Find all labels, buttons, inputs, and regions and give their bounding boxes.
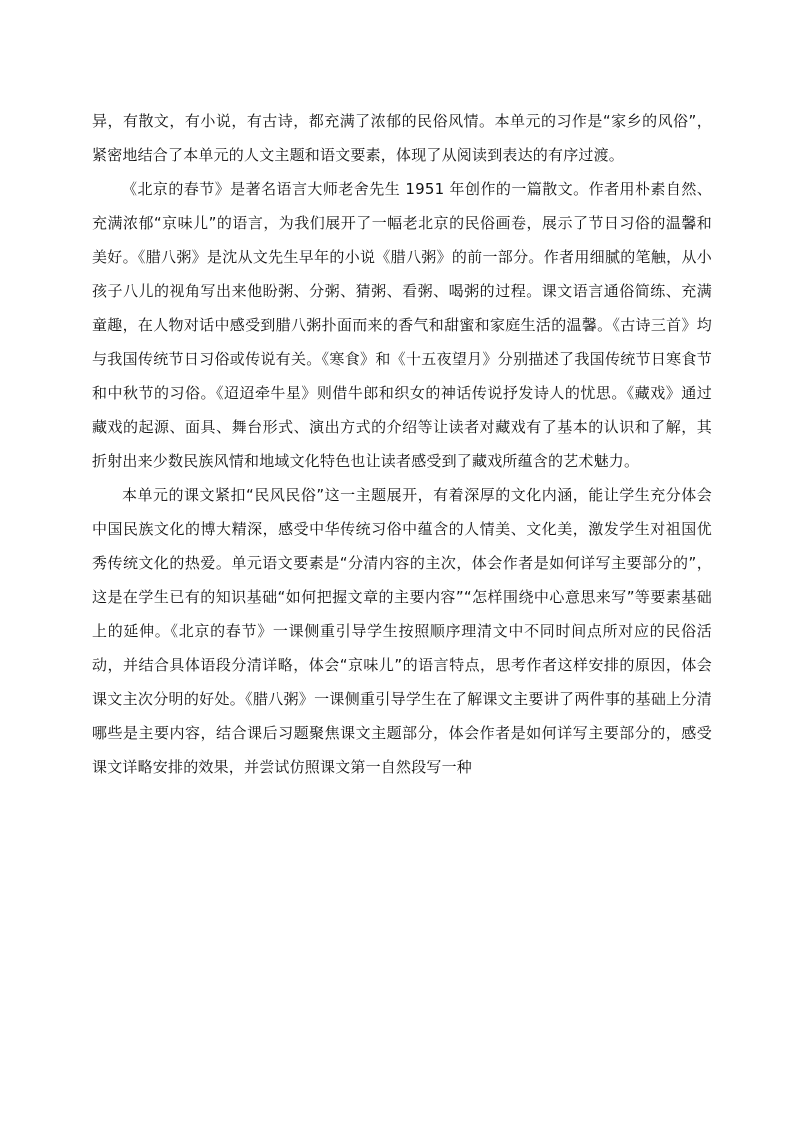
paragraph-texts-overview: 《北京的春节》是著名语言大师老舍先生 1951 年创作的一篇散文。作者用朴素自然、充满浓郁“京味儿”的语言，为我们展开了一幅老北京的民俗画卷，展示了节日习俗的温馨和美好。《腊八粥》是沈从文先生早年的小说《腊八粥》的前一部分。作者用细腻的笔触，从小孩子八儿的视角写出来他盼粥、分粥、猜粥、看粥、喝粥的过程。课文语言通俗简练、充满童趣，在人物对话中感受到腊八粥扑面而来的香气和甜蜜和家庭生活的温馨。《古诗三首》均与我国传统节日习俗或传说有关。《寒食》和《十五夜望月》分别描述了我国传统节日寒食节和中秋节的习俗。《迢迢牵牛星》则借牛郎和织女的神话传说抒发诗人的忧思。《藏戏》通过藏戏的起源、面具、舞台形式、演出方式的介绍等让读者对藏戏有了基本的认识和了解，其折射出来少数民族风情和地域文化特色也让读者感受到了藏戏所蕴含的艺术魅力。	[92, 180, 712, 470]
paragraph-unit-analysis: 本单元的课文紧扣“民风民俗”这一主题展开，有着深厚的文化内涵，能让学生充分体会中国民族文化的博大精深，感受中华传统习俗中蕴含的人情美、文化美，激发学生对祖国优秀传统文化的热爱。单元语文要素是“分清内容的主次，体会作者是如何详写主要部分的”，这是在学生已有的知识基础“如何把握文章的主要内容”“怎样围绕中心意思来写”等要素基础上的延伸。《北京的春节》一课侧重引导学生按照顺序理清文中不同时间点所对应的民俗活动，并结合具体语段分清详略，体会“京味儿”的语言特点，思考作者这样安排的原因，体会课文主次分明的好处。《腊八粥》一课侧重引导学生在了解课文主要讲了两件事的基础上分清哪些是主要内容，结合课后习题聚焦课文主题部分，体会作者是如何详写主要部分的，感受课文详略安排的效果，并尝试仿照课文第一自然段写一种	[92, 486, 712, 776]
paragraph-continuation: 异，有散文，有小说，有古诗，都充满了浓郁的民俗风情。本单元的习作是“家乡的风俗”，紧密地结合了本单元的人文主题和语文要素，体现了从阅读到表达的有序过渡。	[92, 112, 712, 164]
document-body	[92, 104, 712, 784]
